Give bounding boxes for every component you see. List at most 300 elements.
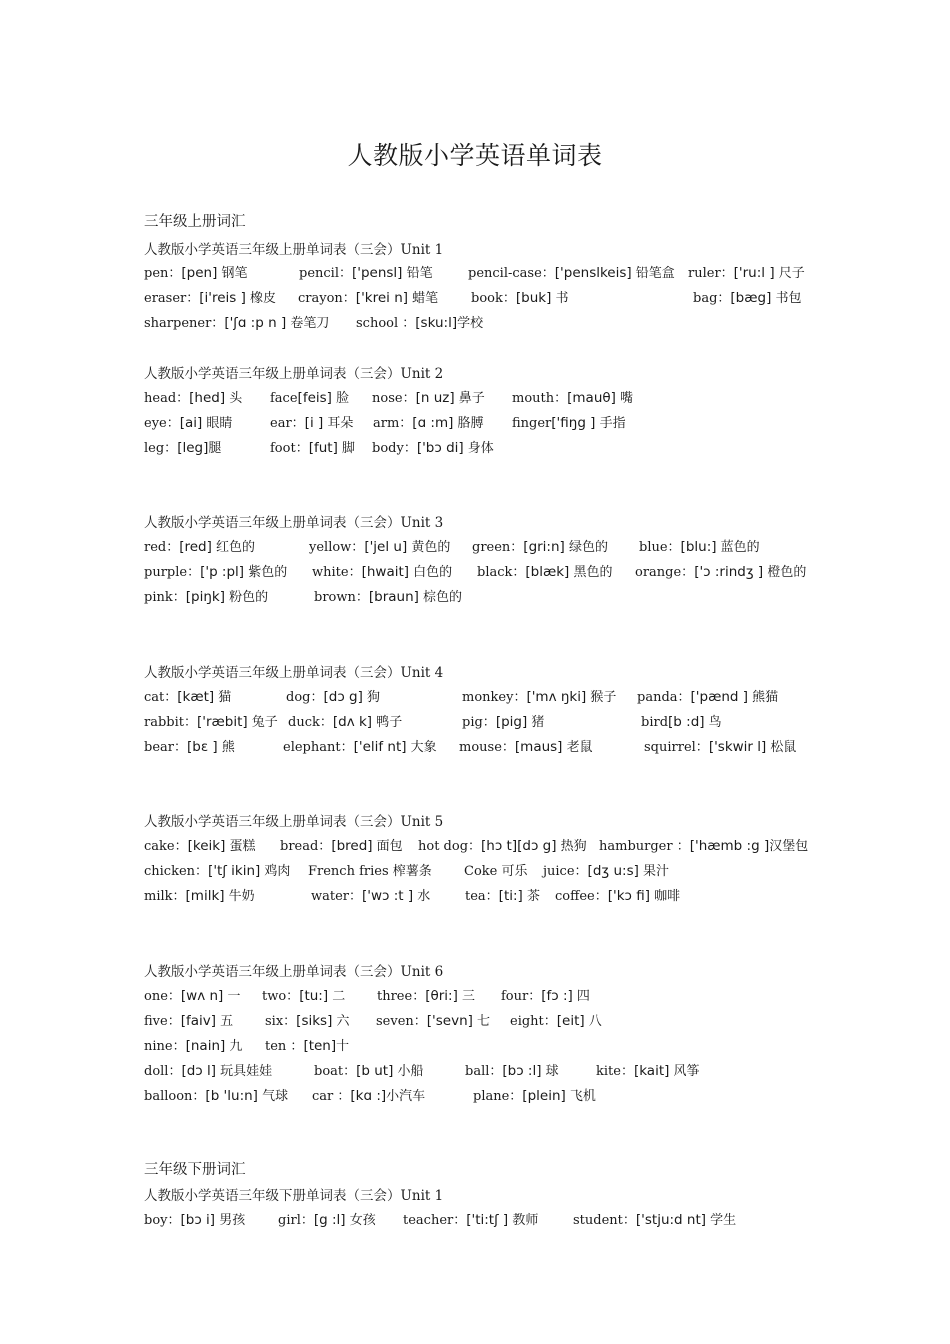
word-row bbox=[144, 287, 824, 309]
vocab-meaning: 熊猫 bbox=[748, 690, 779, 705]
vocab-word: face bbox=[270, 391, 298, 406]
vocab-word: finger bbox=[512, 416, 552, 431]
vocab-entry bbox=[144, 437, 221, 456]
vocab-meaning: 腿 bbox=[208, 441, 222, 456]
vocab-meaning: 紫色的 bbox=[244, 565, 288, 580]
vocab-entry bbox=[144, 387, 242, 406]
vocab-entry bbox=[144, 287, 276, 306]
vocab-meaning: 橡皮 bbox=[245, 291, 277, 306]
vocab-word: bag： bbox=[693, 291, 731, 306]
vocab-word: ten ： bbox=[265, 1039, 304, 1054]
vocab-meaning: 可乐 bbox=[497, 864, 528, 879]
vocab-meaning: 猪 bbox=[527, 715, 545, 730]
vocab-phonetic: [ti:] bbox=[498, 888, 523, 904]
vocab-word: dog： bbox=[286, 690, 324, 705]
vocab-meaning: 猴子 bbox=[586, 690, 617, 705]
vocab-entry bbox=[144, 835, 256, 854]
vocab-phonetic: [keik] bbox=[187, 838, 226, 854]
vocab-entry bbox=[639, 536, 760, 555]
vocab-phonetic: [dɔ l] bbox=[181, 1063, 217, 1079]
vocab-phonetic: [i ] bbox=[304, 415, 324, 431]
vocab-word: French fries bbox=[308, 864, 389, 879]
unit-heading: 人教版小学英语三年级上册单词表（三会）Unit 4 bbox=[144, 665, 444, 681]
vocab-word: mouse： bbox=[459, 740, 515, 755]
vocab-entry bbox=[372, 387, 485, 406]
word-row bbox=[144, 561, 824, 583]
vocab-meaning: 男孩 bbox=[215, 1213, 246, 1228]
vocab-meaning: 猫 bbox=[214, 690, 232, 705]
vocab-phonetic: ['tʃ ikin] bbox=[208, 863, 261, 879]
vocab-phonetic: [pig] bbox=[495, 714, 528, 730]
vocab-meaning: 棕色的 bbox=[418, 590, 463, 605]
vocab-meaning: 松鼠 bbox=[766, 740, 797, 755]
vocab-phonetic: ['bɔ di] bbox=[416, 440, 464, 456]
vocab-word: tea： bbox=[465, 889, 499, 904]
vocab-word: purple： bbox=[144, 565, 201, 580]
vocab-entry bbox=[280, 835, 403, 854]
vocab-phonetic: ['sevn] bbox=[426, 1013, 473, 1029]
vocab-entry bbox=[265, 1010, 349, 1029]
vocab-meaning: 热狗 bbox=[556, 839, 587, 854]
vocab-entry bbox=[468, 262, 675, 281]
vocab-phonetic: ['ru:l ] bbox=[733, 265, 775, 281]
word-row bbox=[144, 985, 824, 1007]
vocab-word: blue： bbox=[639, 540, 681, 555]
vocab-entry bbox=[377, 985, 475, 1004]
vocab-meaning: 书包 bbox=[771, 291, 802, 306]
vocab-word: four： bbox=[501, 989, 542, 1004]
vocab-entry bbox=[512, 412, 626, 431]
vocab-phonetic: [bɔ :l] bbox=[502, 1063, 542, 1079]
word-row bbox=[144, 736, 824, 758]
vocab-phonetic: ['ti:tʃ ] bbox=[466, 1212, 509, 1228]
vocab-phonetic: ['pensl] bbox=[351, 265, 403, 281]
vocab-entry bbox=[270, 412, 353, 431]
vocab-phonetic: [g :l] bbox=[313, 1212, 346, 1228]
vocab-phonetic: [bɔ i] bbox=[180, 1212, 216, 1228]
vocab-meaning: 茶 bbox=[522, 889, 540, 904]
word-row bbox=[144, 1085, 824, 1107]
vocab-word: eraser： bbox=[144, 291, 200, 306]
vocab-entry bbox=[298, 287, 438, 306]
vocab-entry bbox=[144, 312, 329, 331]
vocab-phonetic: ['hæmb :g ] bbox=[689, 838, 770, 854]
vocab-word: two： bbox=[262, 989, 300, 1004]
vocab-entry bbox=[465, 885, 540, 904]
vocab-entry bbox=[288, 711, 402, 730]
vocab-meaning: 汉堡包 bbox=[769, 839, 809, 854]
vocab-entry bbox=[637, 686, 778, 705]
vocab-word: duck： bbox=[288, 715, 333, 730]
vocab-word: pencil-case： bbox=[468, 266, 555, 281]
vocab-phonetic: [kæt] bbox=[177, 689, 215, 705]
vocab-meaning: 大象 bbox=[406, 740, 437, 755]
vocab-entry bbox=[144, 586, 268, 605]
vocab-word: plane： bbox=[473, 1089, 523, 1104]
vocab-meaning: 咖啡 bbox=[650, 889, 681, 904]
vocab-meaning: 果汁 bbox=[638, 864, 670, 879]
vocab-meaning: 气球 bbox=[257, 1089, 289, 1104]
vocab-word: three： bbox=[377, 989, 426, 1004]
vocab-phonetic: [leg] bbox=[177, 440, 209, 456]
word-row bbox=[144, 1035, 824, 1057]
vocab-meaning: 蓝色的 bbox=[716, 540, 760, 555]
vocab-meaning: 铅笔 bbox=[402, 266, 433, 281]
vocab-word: Coke bbox=[464, 864, 498, 879]
vocab-meaning: 学校 bbox=[457, 316, 484, 331]
vocab-entry bbox=[278, 1209, 376, 1228]
vocab-meaning: 老鼠 bbox=[562, 740, 593, 755]
vocab-phonetic: ['ɔ :rindʒ ] bbox=[694, 564, 764, 580]
vocab-word: crayon： bbox=[298, 291, 356, 306]
vocab-word: teacher： bbox=[403, 1213, 467, 1228]
vocab-phonetic: [b ut] bbox=[356, 1063, 394, 1079]
vocab-entry bbox=[144, 1085, 288, 1104]
vocab-phonetic: [θri:] bbox=[425, 988, 458, 1004]
vocab-word: balloon： bbox=[144, 1089, 206, 1104]
vocab-word: student： bbox=[573, 1213, 636, 1228]
vocab-meaning: 鸭子 bbox=[372, 715, 403, 730]
vocab-meaning: 粉色的 bbox=[224, 590, 269, 605]
vocab-word: cake： bbox=[144, 839, 188, 854]
vocab-meaning: 黄色的 bbox=[407, 540, 451, 555]
vocab-phonetic: [dʒ u:s] bbox=[587, 863, 639, 879]
vocab-entry bbox=[459, 736, 593, 755]
vocab-phonetic: ['kɔ fi] bbox=[607, 888, 651, 904]
page-title: 人教版小学英语单词表 bbox=[347, 141, 603, 170]
vocab-phonetic: [ɑ :m] bbox=[412, 415, 454, 431]
vocab-entry bbox=[477, 561, 612, 580]
vocab-entry bbox=[299, 262, 433, 281]
vocab-meaning: 钢笔 bbox=[217, 266, 248, 281]
vocab-entry bbox=[270, 437, 355, 456]
vocab-word: pencil： bbox=[299, 266, 352, 281]
vocab-phonetic: [mauθ] bbox=[567, 390, 616, 406]
vocab-phonetic: [faiv] bbox=[180, 1013, 217, 1029]
vocab-word: panda： bbox=[637, 690, 691, 705]
vocab-meaning: 面包 bbox=[372, 839, 403, 854]
vocab-meaning: 八 bbox=[584, 1014, 602, 1029]
vocab-entry bbox=[144, 711, 278, 730]
vocab-phonetic: [pen] bbox=[181, 265, 218, 281]
vocab-meaning: 手指 bbox=[595, 416, 626, 431]
vocab-word: girl： bbox=[278, 1213, 314, 1228]
vocab-phonetic: ['mʌ ŋki] bbox=[526, 689, 587, 705]
vocab-entry bbox=[311, 885, 430, 904]
vocab-entry bbox=[314, 1060, 424, 1079]
vocab-phonetic: [sku:l] bbox=[415, 315, 458, 331]
vocab-word: kite： bbox=[596, 1064, 634, 1079]
vocab-entry bbox=[644, 736, 796, 755]
vocab-word: eight： bbox=[510, 1014, 557, 1029]
vocab-entry bbox=[144, 1010, 233, 1029]
vocab-meaning: 四 bbox=[572, 989, 590, 1004]
vocab-word: body： bbox=[372, 441, 417, 456]
vocab-meaning: 学生 bbox=[706, 1213, 737, 1228]
vocab-word: orange： bbox=[635, 565, 695, 580]
vocab-meaning: 小汽车 bbox=[386, 1089, 426, 1104]
vocab-phonetic: [eit] bbox=[556, 1013, 585, 1029]
word-row bbox=[144, 387, 824, 409]
vocab-meaning: 三 bbox=[457, 989, 475, 1004]
vocab-word: one： bbox=[144, 989, 181, 1004]
vocab-meaning: 蜡笔 bbox=[408, 291, 439, 306]
vocab-meaning: 耳朵 bbox=[323, 416, 354, 431]
vocab-meaning: 绿色的 bbox=[564, 540, 608, 555]
vocab-word: cat： bbox=[144, 690, 178, 705]
unit-heading: 人教版小学英语三年级上册单词表（三会）Unit 6 bbox=[144, 964, 444, 980]
word-row bbox=[144, 536, 824, 558]
vocab-word: bread： bbox=[280, 839, 332, 854]
vocab-word: boat： bbox=[314, 1064, 357, 1079]
vocab-phonetic: ['elif nt] bbox=[353, 739, 407, 755]
vocab-phonetic: [blæk] bbox=[525, 564, 570, 580]
vocab-meaning: 身体 bbox=[463, 441, 494, 456]
vocab-word: arm： bbox=[373, 416, 413, 431]
vocab-phonetic: [i'reis ] bbox=[199, 290, 246, 306]
vocab-meaning: 十 bbox=[336, 1039, 350, 1054]
vocab-entry bbox=[144, 262, 248, 281]
vocab-word: mouth： bbox=[512, 391, 568, 406]
vocab-word: six： bbox=[265, 1014, 297, 1029]
vocab-meaning: 五 bbox=[216, 1014, 234, 1029]
vocab-meaning: 红色的 bbox=[211, 540, 256, 555]
vocab-word: red： bbox=[144, 540, 180, 555]
vocab-word: doll： bbox=[144, 1064, 182, 1079]
vocab-meaning: 六 bbox=[332, 1014, 350, 1029]
vocab-meaning: 黑色的 bbox=[569, 565, 613, 580]
vocab-word: coffee： bbox=[555, 889, 608, 904]
vocab-phonetic: ['stju:d nt] bbox=[635, 1212, 707, 1228]
vocab-entry bbox=[693, 287, 801, 306]
vocab-meaning: 水 bbox=[413, 889, 431, 904]
vocab-entry bbox=[144, 860, 290, 879]
vocab-phonetic: [feis] bbox=[297, 390, 332, 406]
vocab-entry bbox=[144, 412, 232, 431]
vocab-phonetic: [tu:] bbox=[299, 988, 329, 1004]
word-row bbox=[144, 686, 824, 708]
vocab-entry bbox=[270, 387, 349, 406]
vocab-entry bbox=[464, 860, 528, 879]
vocab-word: nine： bbox=[144, 1039, 186, 1054]
vocab-phonetic: [hwait] bbox=[361, 564, 410, 580]
vocab-phonetic: [ten] bbox=[303, 1038, 337, 1054]
vocab-entry bbox=[144, 1209, 245, 1228]
vocab-word: sharpener： bbox=[144, 316, 225, 331]
vocab-entry bbox=[144, 1035, 242, 1054]
unit-heading: 人教版小学英语三年级上册单词表（三会）Unit 3 bbox=[144, 515, 444, 531]
vocab-phonetic: [siks] bbox=[296, 1013, 333, 1029]
vocab-entry bbox=[462, 686, 616, 705]
vocab-entry bbox=[462, 711, 544, 730]
vocab-word: school ： bbox=[356, 316, 416, 331]
vocab-entry bbox=[286, 686, 380, 705]
vocab-meaning: 一 bbox=[223, 989, 241, 1004]
vocab-entry bbox=[376, 1010, 490, 1029]
vocab-entry bbox=[144, 536, 255, 555]
vocab-word: ball： bbox=[465, 1064, 503, 1079]
vocab-meaning: 蛋糕 bbox=[225, 839, 256, 854]
vocab-meaning: 脚 bbox=[337, 441, 355, 456]
vocab-meaning: 头 bbox=[225, 391, 243, 406]
vocab-entry bbox=[144, 561, 287, 580]
vocab-entry bbox=[599, 835, 808, 854]
vocab-phonetic: [fɔ :] bbox=[541, 988, 573, 1004]
vocab-meaning: 风筝 bbox=[669, 1064, 700, 1079]
vocab-word: hot dog： bbox=[418, 839, 482, 854]
vocab-meaning: 铅笔盒 bbox=[631, 266, 675, 281]
word-row bbox=[144, 312, 824, 334]
vocab-entry bbox=[144, 1060, 272, 1079]
vocab-meaning: 兔子 bbox=[247, 715, 278, 730]
word-row bbox=[144, 437, 824, 459]
vocab-meaning: 教师 bbox=[508, 1213, 539, 1228]
grade-heading: 三年级上册词汇 bbox=[144, 214, 246, 230]
vocab-phonetic: [dʌ k] bbox=[332, 714, 373, 730]
vocab-phonetic: ['wɔ :t ] bbox=[362, 888, 414, 904]
word-row bbox=[144, 860, 824, 882]
vocab-phonetic: [n uz] bbox=[415, 390, 455, 406]
vocab-entry bbox=[262, 985, 345, 1004]
vocab-phonetic: ['pænd ] bbox=[690, 689, 749, 705]
vocab-phonetic: [bred] bbox=[331, 838, 373, 854]
vocab-phonetic: [hɔ t][dɔ g] bbox=[481, 838, 557, 854]
vocab-word: bear： bbox=[144, 740, 187, 755]
vocab-meaning: 鸟 bbox=[704, 715, 722, 730]
unit-heading: 人教版小学英语三年级上册单词表（三会）Unit 2 bbox=[144, 366, 444, 382]
unit-heading: 人教版小学英语三年级上册单词表（三会）Unit 1 bbox=[144, 242, 444, 258]
vocab-entry bbox=[356, 312, 483, 331]
word-row bbox=[144, 885, 824, 907]
vocab-word: head： bbox=[144, 391, 190, 406]
vocab-word: ruler： bbox=[688, 266, 734, 281]
vocab-entry bbox=[144, 736, 235, 755]
vocab-meaning: 书 bbox=[551, 291, 569, 306]
vocab-meaning: 七 bbox=[472, 1014, 491, 1029]
word-row bbox=[144, 1060, 824, 1082]
vocab-word: juice： bbox=[543, 864, 588, 879]
vocab-word: rabbit： bbox=[144, 715, 197, 730]
vocab-phonetic: [plein] bbox=[522, 1088, 566, 1104]
vocab-meaning: 白色的 bbox=[409, 565, 453, 580]
vocab-meaning: 九 bbox=[225, 1039, 243, 1054]
vocab-meaning: 嘴 bbox=[615, 391, 634, 406]
vocab-word: pink： bbox=[144, 590, 186, 605]
vocab-phonetic: [b :d] bbox=[668, 714, 705, 730]
vocab-word: eye： bbox=[144, 416, 180, 431]
vocab-word: foot： bbox=[270, 441, 309, 456]
vocab-phonetic: [fut] bbox=[308, 440, 338, 456]
vocab-word: squirrel： bbox=[644, 740, 709, 755]
vocab-entry bbox=[543, 860, 669, 879]
vocab-meaning: 二 bbox=[328, 989, 346, 1004]
vocab-entry bbox=[635, 561, 806, 580]
vocab-phonetic: [bɛ ] bbox=[186, 739, 218, 755]
vocab-phonetic: ['ræbit] bbox=[197, 714, 248, 730]
vocab-phonetic: ['penslkeis] bbox=[554, 265, 632, 281]
vocab-entry bbox=[265, 1035, 349, 1054]
vocab-meaning: 尺子 bbox=[774, 266, 805, 281]
vocab-word: water： bbox=[311, 889, 363, 904]
vocab-meaning: 女孩 bbox=[345, 1213, 376, 1228]
vocab-meaning: 飞机 bbox=[565, 1089, 596, 1104]
vocab-entry bbox=[573, 1209, 736, 1228]
vocab-phonetic: [piŋk] bbox=[185, 589, 225, 605]
vocab-meaning: 玩具娃娃 bbox=[216, 1064, 273, 1079]
vocab-entry bbox=[144, 686, 231, 705]
word-row bbox=[144, 835, 824, 857]
vocab-phonetic: [kɑ :] bbox=[350, 1088, 387, 1104]
vocab-word: brown： bbox=[314, 590, 369, 605]
word-row bbox=[144, 262, 824, 284]
vocab-entry bbox=[418, 835, 587, 854]
vocab-entry bbox=[510, 1010, 602, 1029]
vocab-word: yellow： bbox=[309, 540, 365, 555]
vocab-meaning: 熊 bbox=[217, 740, 235, 755]
vocab-entry bbox=[465, 1060, 559, 1079]
vocab-word: green： bbox=[472, 540, 524, 555]
vocab-phonetic: [wʌ n] bbox=[180, 988, 224, 1004]
vocab-entry bbox=[403, 1209, 538, 1228]
vocab-phonetic: [dɔ g] bbox=[323, 689, 363, 705]
vocab-entry bbox=[473, 1085, 596, 1104]
vocab-phonetic: [red] bbox=[179, 539, 212, 555]
vocab-phonetic: [kait] bbox=[633, 1063, 670, 1079]
vocab-word: bird bbox=[641, 715, 669, 730]
vocab-entry bbox=[471, 287, 568, 306]
vocab-word: leg： bbox=[144, 441, 178, 456]
vocab-entry bbox=[641, 711, 722, 730]
vocab-phonetic: ['skwir l] bbox=[708, 739, 767, 755]
vocab-meaning: 鸡肉 bbox=[260, 864, 291, 879]
vocab-phonetic: [hed] bbox=[189, 390, 226, 406]
vocab-meaning: 牛奶 bbox=[224, 889, 255, 904]
vocab-meaning: 胳膊 bbox=[453, 416, 484, 431]
vocab-entry bbox=[309, 536, 450, 555]
vocab-phonetic: [b 'lu:n] bbox=[205, 1088, 258, 1104]
vocab-entry bbox=[688, 262, 805, 281]
vocab-entry bbox=[283, 736, 437, 755]
vocab-word: pig： bbox=[462, 715, 496, 730]
vocab-word: ear： bbox=[270, 416, 305, 431]
vocab-phonetic: ['ʃɑ :p n ] bbox=[224, 315, 287, 331]
vocab-entry bbox=[512, 387, 633, 406]
vocab-entry bbox=[596, 1060, 700, 1079]
vocab-entry bbox=[312, 1085, 425, 1104]
vocab-entry bbox=[312, 561, 452, 580]
vocab-meaning: 狗 bbox=[362, 690, 381, 705]
vocab-phonetic: ['jel u] bbox=[364, 539, 408, 555]
vocab-word: boy： bbox=[144, 1213, 181, 1228]
vocab-word: five： bbox=[144, 1014, 181, 1029]
vocab-entry bbox=[144, 985, 240, 1004]
vocab-meaning: 鼻子 bbox=[454, 391, 485, 406]
word-row bbox=[144, 1209, 824, 1231]
word-row bbox=[144, 1010, 824, 1032]
vocab-phonetic: [bæg] bbox=[730, 290, 772, 306]
vocab-phonetic: [blu:] bbox=[680, 539, 717, 555]
vocab-word: milk： bbox=[144, 889, 186, 904]
vocab-word: book： bbox=[471, 291, 516, 306]
vocab-phonetic: [buk] bbox=[515, 290, 552, 306]
vocab-meaning: 橙色的 bbox=[763, 565, 807, 580]
vocab-phonetic: [gri:n] bbox=[523, 539, 565, 555]
vocab-entry bbox=[314, 586, 462, 605]
vocab-entry bbox=[372, 437, 494, 456]
vocab-meaning: 脸 bbox=[331, 391, 350, 406]
vocab-word: hamburger ： bbox=[599, 839, 690, 854]
vocab-entry bbox=[501, 985, 590, 1004]
